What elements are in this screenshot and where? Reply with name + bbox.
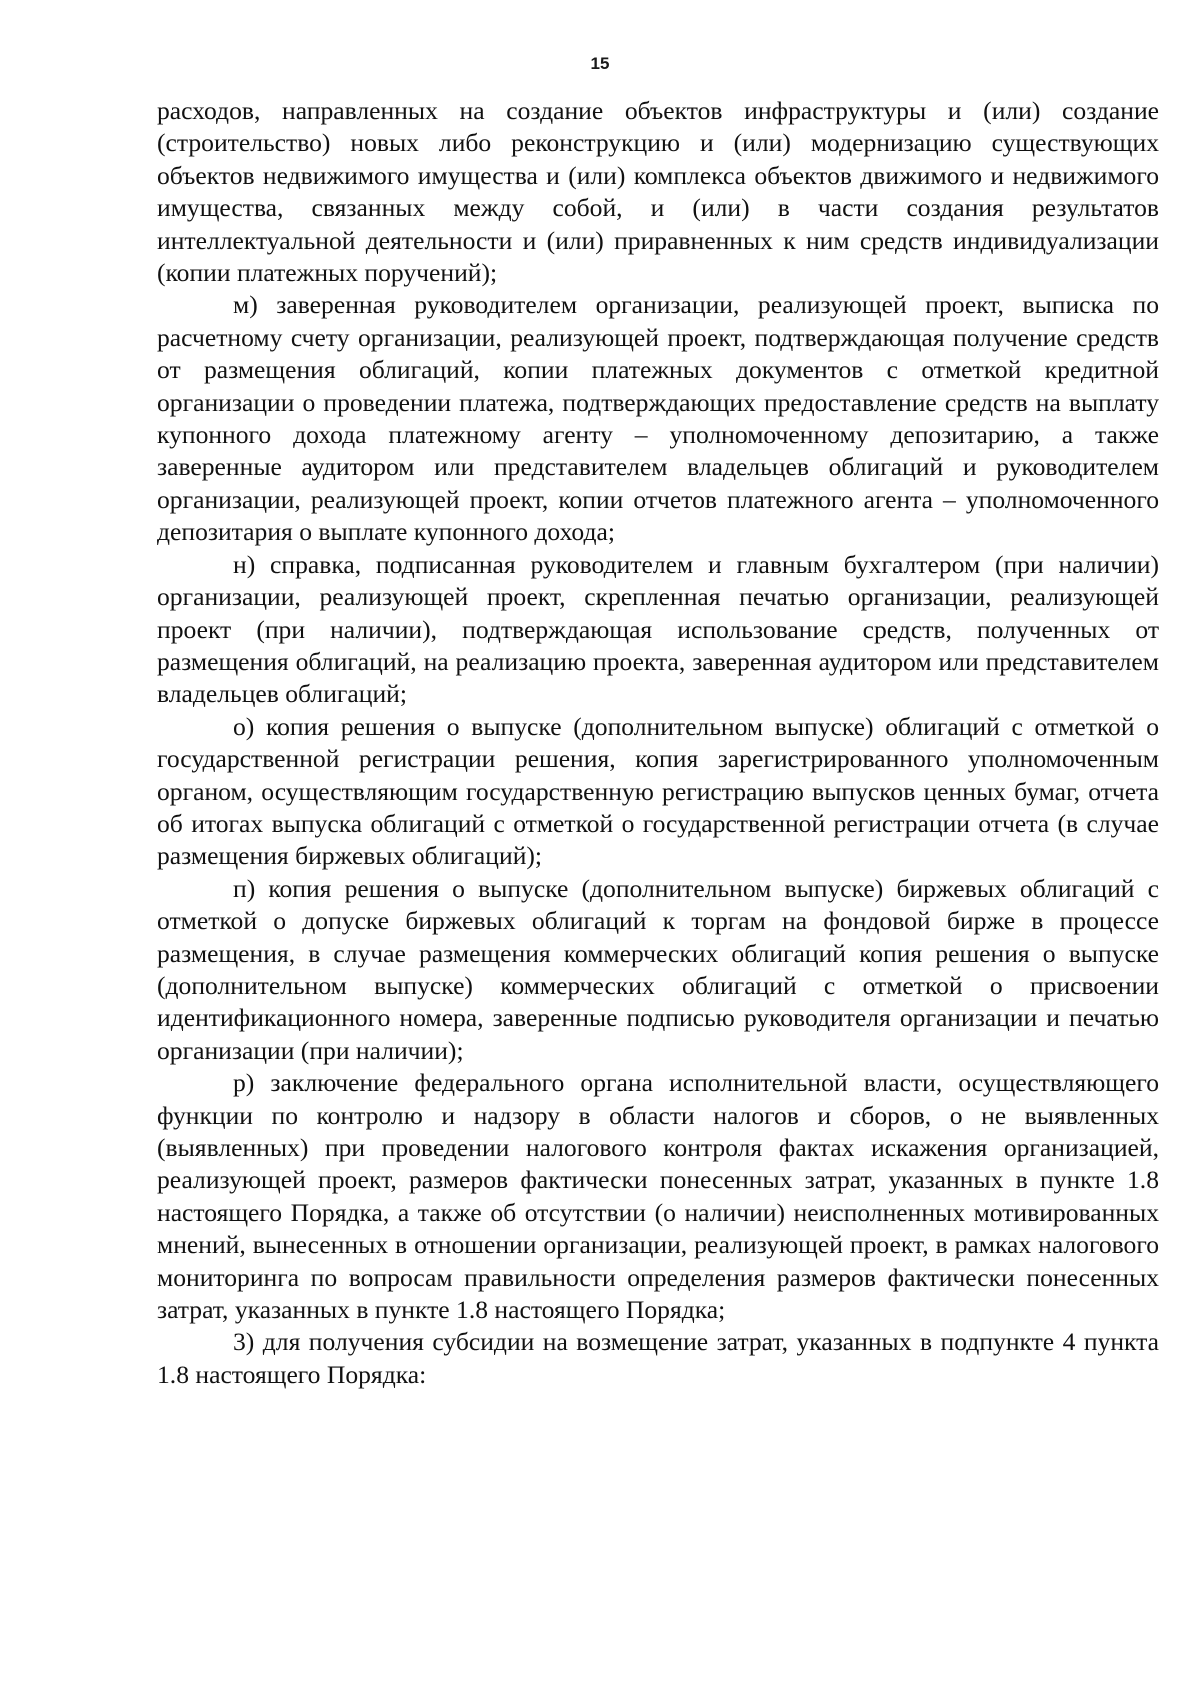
document-body	[157, 95, 1159, 1391]
paragraph-item-m: м) заверенная руководителем организации, реализующей проект, выписка по расчетному счету организации, реализующей проект, подтверждающая получение средств от размещения облигаций, копии платежных документов с отметкой кредитной организации о проведении платежа, подтверждающих предоставление средств на выплату купонного дохода платежному агенту – уполномоченному депозитарию, а также заверенные аудитором или представителем владельцев облигаций и руководителем организации, реализующей проект, копии отчетов платежного агента – уполномоченного депозитария о выплате купонного дохода;	[157, 290, 1159, 547]
page-number: 15	[590, 54, 610, 73]
paragraph-item-n: н) справка, подписанная руководителем и главным бухгалтером (при наличии) организации, реализующей проект, скрепленная печатью организации, реализующей проект (при наличии), подтверждающая использование средств, полученных от размещения облигаций, на реализацию проекта, заверенная аудитором или представителем владельцев облигаций;	[157, 549, 1159, 709]
paragraph-item-3: 3) для получения субсидии на возмещение затрат, указанных в подпункте 4 пункта 1.8 настоящего Порядка:	[157, 1327, 1159, 1389]
paragraph-continuation: расходов, направленных на создание объектов инфраструктуры и (или) создание (строительство) новых либо реконструкцию и (или) модернизацию существующих объектов недвижимого имущества и (или) комплекса объектов движимого и недвижимого имущества, связанных между собой, и (или) в части создания результатов интеллектуальной деятельности и (или) приравненных к ним средств индивидуализации (копии платежных поручений);	[157, 96, 1159, 288]
paragraph-item-p: п) копия решения о выпуске (дополнительном выпуске) биржевых облигаций с отметкой о допуске биржевых облигаций к торгам на фондовой бирже в процессе размещения, в случае размещения коммерческих облигаций копия решения о выпуске (дополнительном выпуске) коммерческих облигаций с отметкой о присвоении идентификационного номера, заверенные подписью руководителя организации и печатью организации (при наличии);	[157, 873, 1159, 1065]
paragraph-item-o: о) копия решения о выпуске (дополнительном выпуске) облигаций с отметкой о государственной регистрации решения, копия зарегистрированного уполномоченным органом, осуществляющим государственную регистрацию выпусков ценных бумаг, отчета об итогах выпуска облигаций с отметкой о государственной регистрации отчета (в случае размещения биржевых облигаций);	[157, 711, 1159, 871]
paragraph-item-r: р) заключение федерального органа исполнительной власти, осуществляющего функции по контролю и надзору в области налогов и сборов, о не выявленных (выявленных) при проведении налогового контроля фактах искажения организацией, реализующей проект, размеров фактически понесенных затрат, указанных в пункте 1.8 настоящего Порядка, а также об отсутствии (о наличии) неисполненных мотивированных мнений, вынесенных в отношении организации, реализующей проект, в рамках налогового мониторинга по вопросам правильности определения размеров фактически понесенных затрат, указанных в пункте 1.8 настоящего Порядка;	[157, 1068, 1159, 1325]
